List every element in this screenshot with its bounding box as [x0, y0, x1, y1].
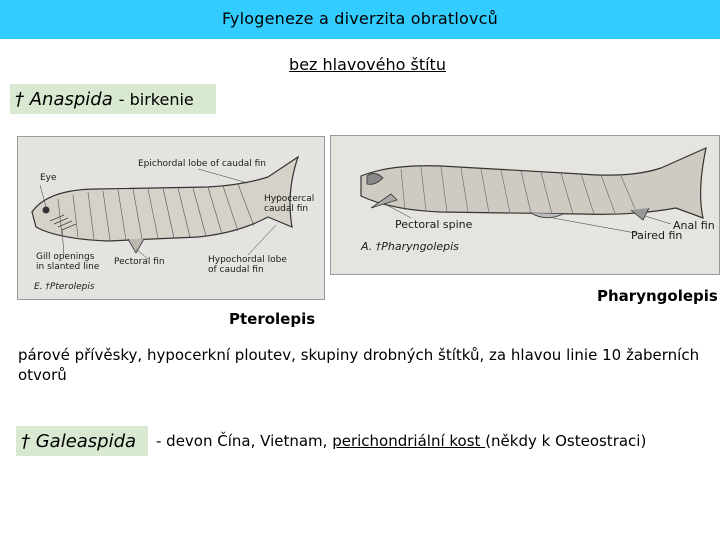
perichondral-bone-link[interactable]: perichondriální kost [332, 432, 486, 450]
pharyngolepis-drawing [331, 136, 719, 274]
subtitle: bez hlavového štítu [289, 55, 446, 74]
pharyngolepis-figure [330, 135, 720, 275]
anaspida-extra: - birkenie [118, 89, 194, 109]
label-epichordal: Epichordal lobe of caudal fin [138, 159, 266, 169]
anaspida-box [10, 84, 216, 114]
label-pectoral: Pectoral fin [114, 257, 165, 267]
label-hypochordal-2: of caudal fin [208, 265, 264, 275]
label-letter-e: E. †Pterolepis [34, 282, 95, 292]
caption-pterolepis: Pterolepis [229, 310, 316, 328]
anaspida-description: párové přívěsky, hypocerkní ploutev, skupiny drobných štítků, za hlavou linie 10 žaberních otvorů [18, 346, 700, 384]
label-anal-fin: Anal fin [673, 219, 715, 232]
label-hypocercal-2: caudal fin [264, 204, 309, 214]
anaspida-name: † Anaspida [15, 88, 113, 110]
label-pectoral-spine: Pectoral spine [395, 218, 473, 231]
galeaspida-desc-prefix: - devon Čína, Vietnam, [156, 432, 333, 450]
galeaspida-description [156, 432, 646, 450]
title-bar [0, 0, 720, 39]
label-hypochordal-1: Hypochordal lobe [208, 255, 287, 265]
galeaspida-desc-suffix: (někdy k Osteostraci) [485, 432, 647, 450]
label-gill-2: in slanted line [36, 262, 100, 272]
slide-title: Fylogeneze a diverzita obratlovců [222, 9, 498, 28]
caption-pharyngolepis: Pharyngolepis [597, 287, 718, 305]
label-paired-fin: Paired fin [631, 229, 683, 242]
galeaspida-box [16, 426, 148, 456]
label-gill-1: Gill openings [36, 252, 95, 262]
galeaspida-name: † Galeaspida [21, 430, 137, 452]
pterolepis-figure [17, 136, 325, 300]
label-letter-a: A. †Pharyngolepis [361, 240, 459, 253]
label-eye: Eye [40, 173, 57, 183]
label-hypocercal-1: Hypocercal [264, 194, 315, 204]
